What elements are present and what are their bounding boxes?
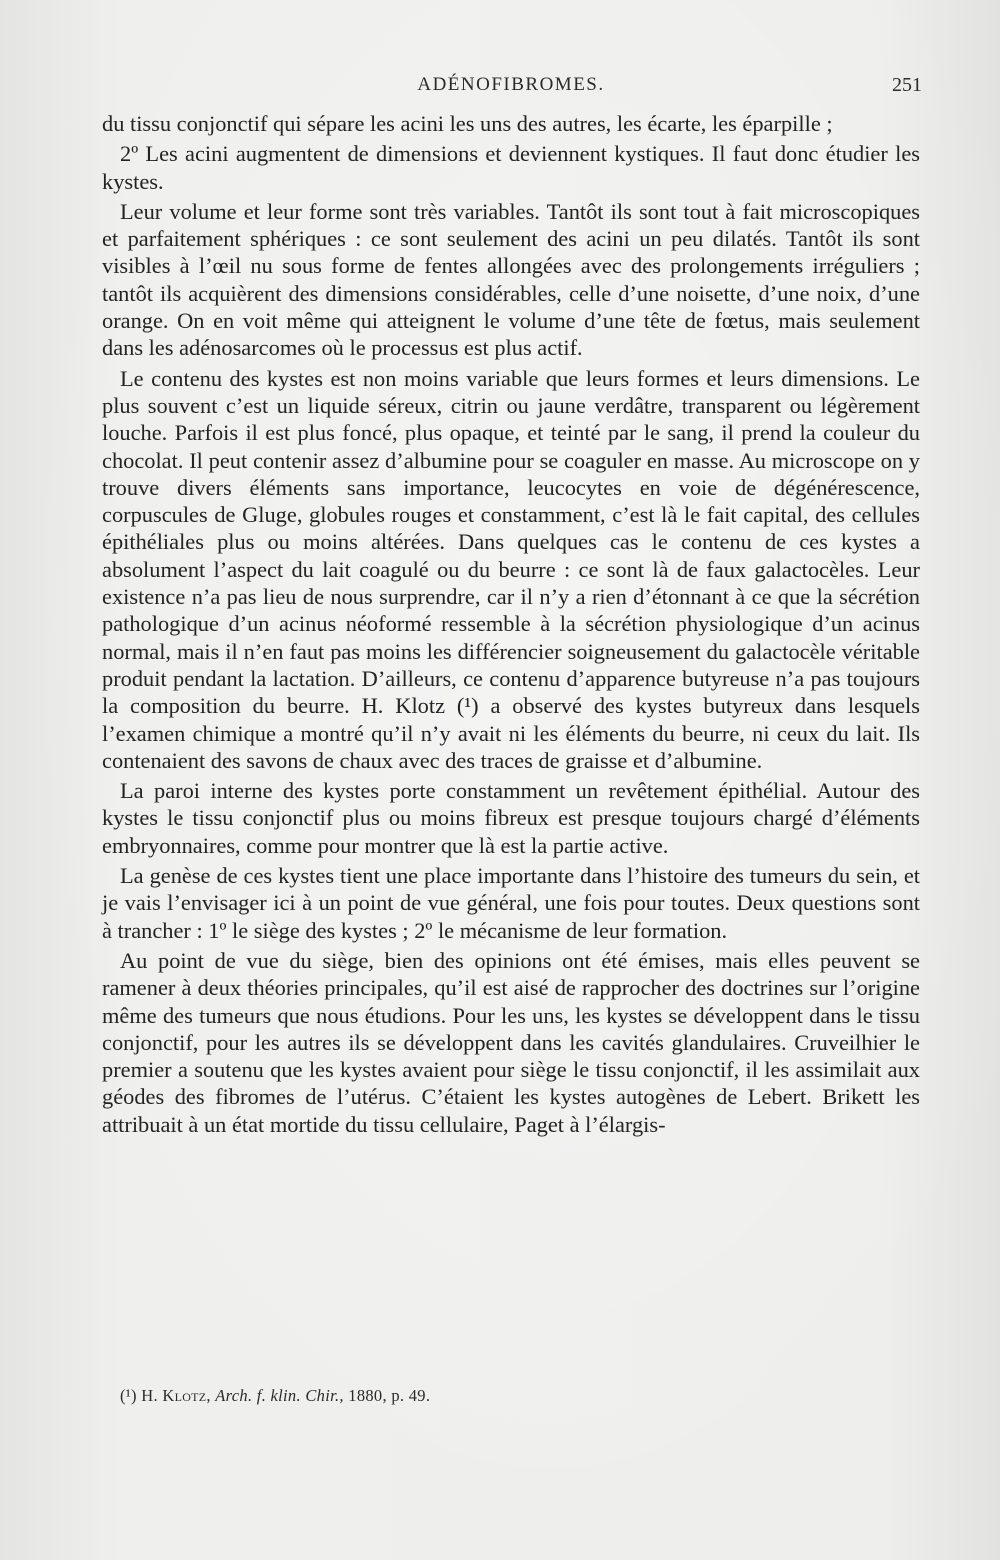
- paragraph-paroi-interne: La paroi interne des kystes porte constamment un revêtement épithélial. Autour des kystes le tissu conjonctif plus ou moins fibreux est presque toujours chargé d’éléments embryonnaires, comme pour montrer que là est la partie active.: [102, 778, 920, 858]
- footnote-author: H. Klotz,: [141, 1386, 211, 1405]
- page-number: 251: [892, 74, 922, 96]
- paragraph-siege: Au point de vue du siège, bien des opinions ont été émises, mais elles peuvent se ramener à deux théories principales, qu’il est aisé de rapprocher des doctrines sur l’origine même des tumeurs que nous étudions. Pour les uns, les kystes se développent dans le tissu conjonctif, pour les autres ils se développent dans les cavités glandulaires. Cruveilhier le premier a soutenu que les kystes avaient pour siège le tissu conjonctif, il les assimilait aux géodes des fibromes de l’utérus. C’étaient les kystes autogènes de Lebert. Brikett les attribuait à un état mortide du tissu cellulaire, Paget à l’élargis-: [102, 947, 920, 1137]
- running-title: ADÉNOFIBROMES.: [417, 74, 605, 95]
- footnote-reference: 1880, p. 49.: [348, 1386, 431, 1405]
- paragraph-continuation: du tissu conjonctif qui sépare les acini les uns des autres, les écarte, les éparpille ;: [102, 111, 833, 136]
- paragraph-acini-kystiques: 2º Les acini augmentent de dimensions et deviennent kystiques. Il faut donc étudier les kystes.: [102, 141, 920, 194]
- paragraph-contenu-kystes: Le contenu des kystes est non moins variable que leurs formes et leurs dimensions. Le plus souvent c’est un liquide séreux, citrin ou jaune verdâtre, transparent ou légèrement louche. Parfois il est plus foncé, plus opaque, et teinté par le sang, il prend la couleur du chocolat. Il peut contenir assez d’albumine pour se coaguler en masse. Au microscope on y trouve divers éléments sans importance, leucocytes en voie de dégénérescence, corpuscules de Gluge, globules rouges et constamment, c’est là le fait capital, des cellules épithéliales plus ou moins altérées. Dans quelques cas le contenu de ces kystes a absolument l’aspect du lait coagulé ou du beurre : ce sont là de faux galactocèles. Leur existence n’a pas lieu de nous surprendre, car il n’y a rien d’étonnant à ce que la sécrétion pathologique d’un acinus néoformé ressemble à la sécrétion physiologique d’un acinus normal, mais il n’en faut pas moins les différencier soigneusement du galactocèle véritable produit pendant la lactation. D’ailleurs, ce contenu d’apparence butyreuse n’a pas toujours la composition du beurre. H. Klotz (¹) a observé des kystes butyreux dans lesquels l’examen chimique a montré qu’il n’y avait ni les éléments du beurre, ni ceux du lait. Ils contenaient des savons de chaux avec des traces de graisse et d’albumine.: [102, 365, 920, 773]
- footnote-journal: Arch. f. klin. Chir.,: [215, 1386, 344, 1405]
- body-text: [102, 110, 920, 1138]
- paragraph-volume-forme: Leur volume et leur forme sont très variables. Tantôt ils sont tout à fait microscopiques et parfaitement sphériques : ce sont seulement des acini un peu dilatés. Tantôt ils sont visibles à l’œil nu sous forme de fentes allongées avec des prolongements irréguliers ; tantôt ils acquièrent des dimensions considérables, celle d’une noisette, d’une noix, d’une orange. On en voit même qui atteignent le volume d’une tête de fœtus, mais seulement dans les adénosarcomes où le processus est plus actif.: [102, 198, 920, 361]
- footnote-marker: (¹): [120, 1386, 137, 1405]
- footnote: [120, 1386, 900, 1406]
- page-header: [100, 74, 922, 104]
- paragraph-genese: La genèse de ces kystes tient une place importante dans l’histoire des tumeurs du sein, et je vais l’envisager ici à un point de vue général, une fois pour toutes. Deux questions sont à trancher : 1º le siège des kystes ; 2º le mécanisme de leur formation.: [102, 863, 920, 943]
